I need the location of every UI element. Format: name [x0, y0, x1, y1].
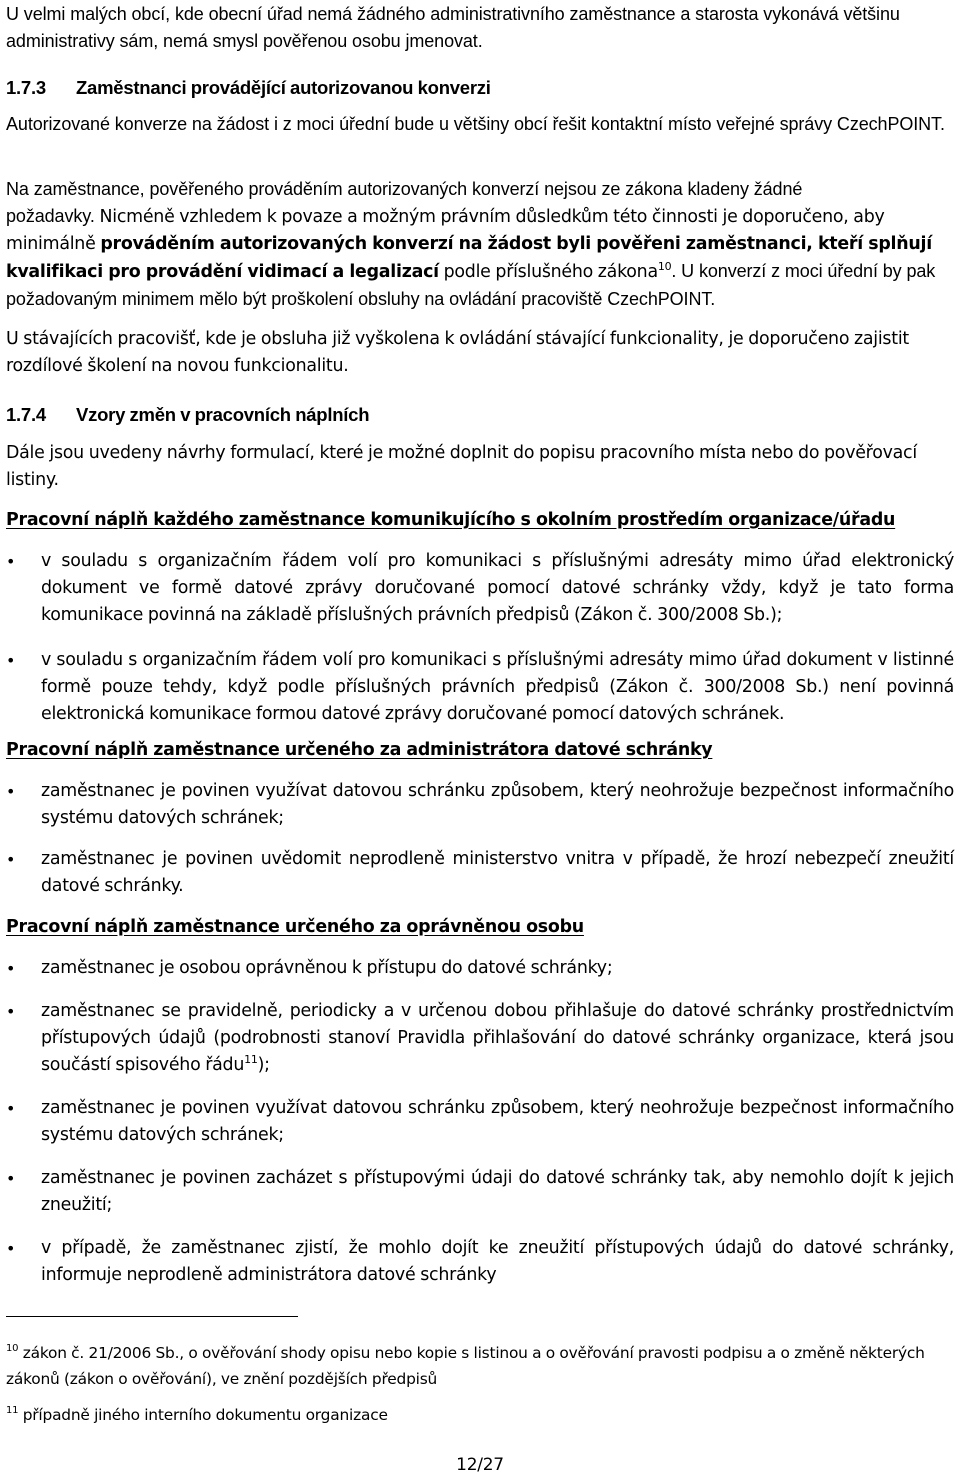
paragraph-navrhy: Dále jsou uvedeny návrhy formulací, které je možné doplnit do popisu pracovního místa nebo do pověřovací listiny. [6, 443, 917, 490]
bullet-icon: • [6, 782, 16, 801]
footnote-10 [6, 1340, 954, 1392]
footnote-number: 10 [6, 1343, 19, 1354]
footnote-11 [6, 1402, 954, 1428]
paragraph-skoleni: U stávajících pracovišť, kde je obsluha již vyškolena k ovládání stávající funkcionality, je doporučeno zajistit rozdílové školení na novou funkcionalitu. [6, 329, 909, 376]
list-item-text: v souladu s organizačním řádem volí pro komunikaci s příslušnými adresáty mimo úřad dokument v listinné formě pouze tehdy, když podle příslušných právních předpisů (Zákon č. 300/2008 Sb.) není povinná elektronická komunikace formou datové zprávy doručované pomocí datových schránek. [41, 650, 954, 724]
list-item-text: ); [257, 1055, 270, 1075]
section-heading-1-7-4 [6, 403, 369, 427]
paragraph-pozadavky [6, 176, 954, 314]
footnote-text: zákon č. 21/2006 Sb., o ověřování shody opisu nebo kopie s listinou a o ověřování pravosti podpisu a o změně některých zákonů (zákon o ověřování), ve znění pozdějších předpisů [6, 1344, 925, 1388]
bullet-icon: • [6, 959, 16, 978]
list-item [6, 778, 954, 832]
list-item-text: v souladu s organizačním řádem volí pro komunikaci s příslušnými adresáty mimo úřad elektronický dokument ve formě datové zprávy doručované pomocí datové schránky vždy, když je tato forma komunikace povinná na základě příslušných právních předpisů (Zákon č. 300/2008 Sb.); [41, 551, 954, 625]
bullet-icon: • [6, 1239, 16, 1258]
list-item [6, 1095, 954, 1149]
bullet-icon: • [6, 850, 16, 869]
list-item-text: v případě, že zaměstnanec zjistí, že mohlo dojít ke zneužití přístupových údajů do datové schránky, informuje neprodleně administrátora datové schránky [41, 1238, 954, 1285]
footnote-text: případně jiného interního dokumentu organizace [22, 1406, 388, 1424]
footnote-number: 11 [6, 1405, 19, 1416]
list-item [6, 1165, 954, 1219]
page-number: 12/27 [456, 1455, 504, 1475]
bullet-icon: • [6, 1169, 16, 1188]
footnote-separator [6, 1316, 298, 1317]
list-item [6, 998, 954, 1079]
section-heading-1-7-3 [6, 76, 491, 100]
bold-text: prováděním autorizovaných konverzí na žádost byli pověřeni zaměstnanci, kteří splňují kvalifikaci pro provádění vidimací a legalizací [6, 234, 932, 282]
bullet-icon: • [6, 1002, 16, 1021]
paragraph-konverze: Autorizované konverze na žádost i z moci úřední bude u většiny obcí řešit kontaktní místo veřejné správy CzechPOINT. [6, 114, 945, 134]
list-item-text: zaměstnanec je povinen zacházet s přístupovými údaji do datové schránky tak, aby nemohlo dojít k jejich zneužití; [41, 1168, 954, 1215]
list-item [6, 548, 954, 629]
bullet-list-administrator [6, 778, 954, 900]
paragraph-text: Nicméně vzhledem k povaze a možným právním důsledkům této činnosti je doporučeno, aby minimálně [6, 207, 885, 254]
subheading-komunikace: Pracovní náplň každého zaměstnance komunikujícího s okolním prostředím organizace/úřadu [6, 510, 896, 530]
list-item [6, 846, 954, 900]
footnote-ref-11[interactable]: 11 [244, 1053, 258, 1066]
list-item-text: zaměstnanec je povinen využívat datovou schránku způsobem, který neohrožuje bezpečnost informačního systému datových schránek; [41, 1098, 954, 1145]
bullet-list-komunikace [6, 548, 954, 728]
paragraph-line: Na zaměstnance, pověřeného prováděním autorizovaných konverzí nejsou ze zákona kladeny žádné [6, 179, 803, 199]
list-item-text: zaměstnanec je osobou oprávněnou k přístupu do datové schránky; [41, 958, 613, 978]
bullet-icon: • [6, 1099, 16, 1118]
section-title: Vzory změn v pracovních náplních [76, 404, 370, 425]
intro-paragraph: U velmi malých obcí, kde obecní úřad nemá žádného administrativního zaměstnance a starosta vykonává většinu administrativy sám, nemá smysl pověřenou osobu jmenovat. [6, 4, 900, 51]
paragraph-text: podle příslušného zákona [443, 262, 658, 282]
list-item-text: zaměstnanec je povinen využívat datovou schránku způsobem, který neohrožuje bezpečnost informačního systému datových schránek; [41, 781, 954, 828]
list-item [6, 1235, 954, 1289]
section-title: Zaměstnanci provádějící autorizovanou konverzi [76, 77, 491, 98]
list-item-text: zaměstnanec se pravidelně, periodicky a v určenou dobou přihlašuje do datové schránky prostřednictvím přístupových údajů (podrobnosti stanoví Pravidla přihlašování do datové schránky organizace, která jsou součástí spisového řádu [41, 1001, 954, 1075]
section-number: 1.7.3 [6, 77, 46, 98]
bullet-icon: • [6, 552, 16, 571]
paragraph-text: . U konverzí z moci úřední by pak požadovaným minimem mělo být proškolení obsluhy na ovládání pracoviště CzechPOINT. [6, 261, 936, 309]
list-item [6, 647, 954, 728]
subheading-administrator: Pracovní náplň zaměstnance určeného za administrátora datové schránky [6, 740, 713, 760]
paragraph-text: požadavky. [6, 206, 95, 226]
bullet-icon: • [6, 651, 16, 670]
bullet-list-opravnena-osoba [6, 955, 954, 1289]
list-item [6, 955, 954, 982]
list-item-text: zaměstnanec je povinen uvědomit neprodleně ministerstvo vnitra v případě, že hrozí nebezpečí zneužití datové schránky. [41, 849, 954, 896]
footnote-ref-10[interactable]: 10 [657, 260, 672, 273]
section-number: 1.7.4 [6, 404, 46, 425]
subheading-opravnena-osoba: Pracovní náplň zaměstnance určeného za oprávněnou osobu [6, 917, 584, 937]
